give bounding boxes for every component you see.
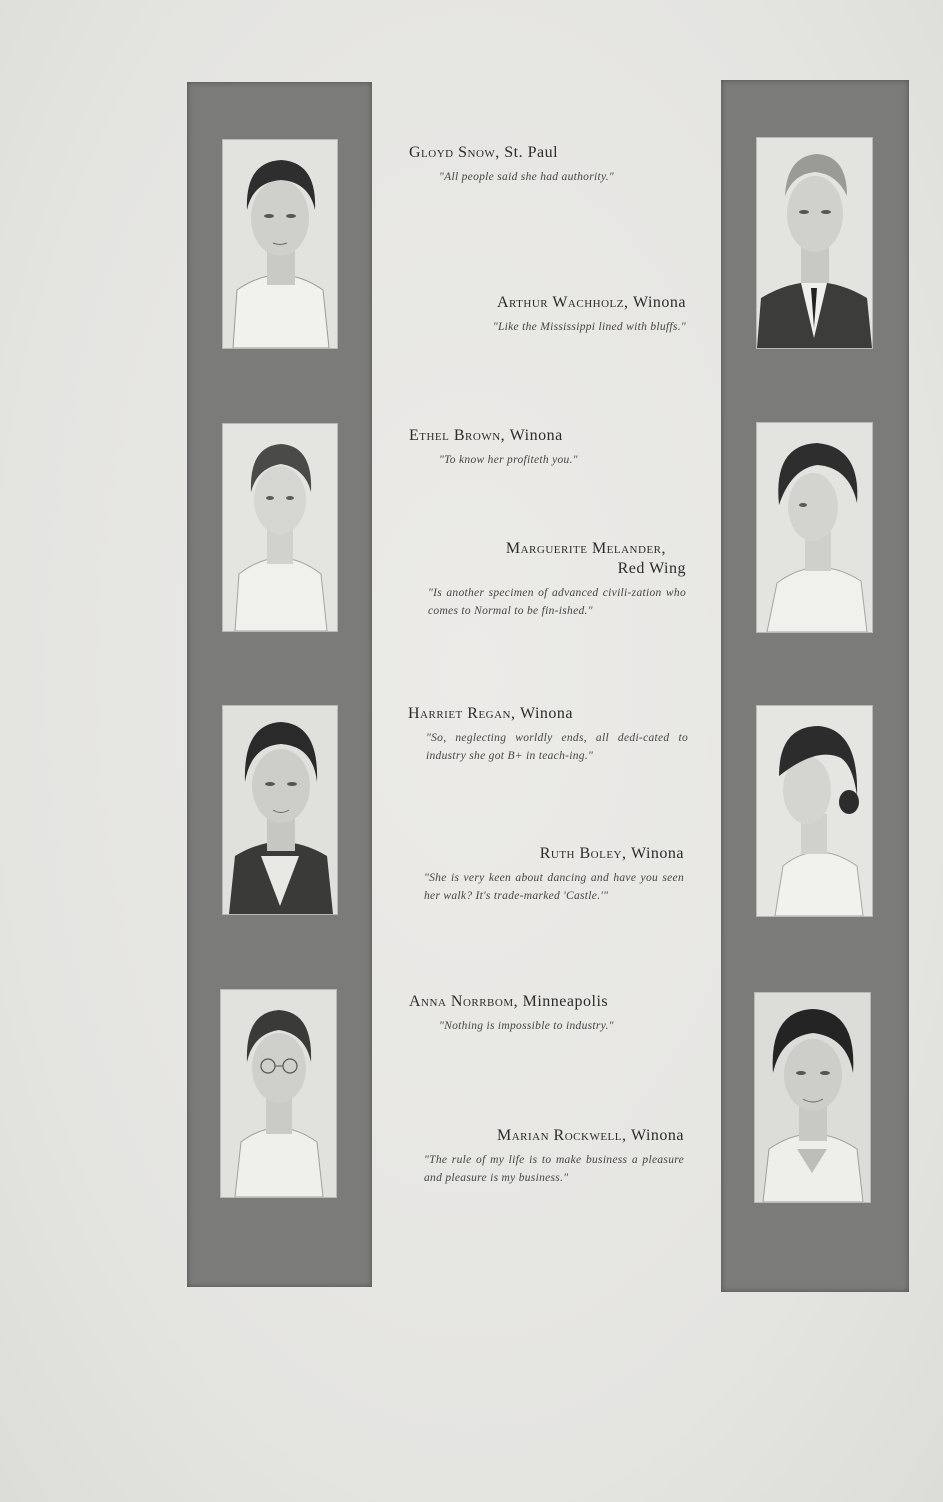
entry-ethel-brown	[409, 427, 699, 469]
entry-anna-norrbom	[409, 993, 699, 1035]
student-name: Gloyd Snow, St. Paul	[409, 144, 559, 161]
student-name: Anna Norrbom, Minneapolis	[409, 993, 609, 1010]
student-quote: "So, neglecting worldly ends, all dedi-cated to industry she got B+ in teach-ing."	[426, 732, 688, 762]
student-quote: "To know her profiteth you."	[439, 454, 578, 466]
entry-marguerite-melander	[428, 540, 686, 620]
student-quote: "Nothing is impossible to industry."	[439, 1020, 614, 1032]
portrait-photo-harriet-regan	[223, 706, 337, 914]
entry-marian-rockwell	[424, 1127, 684, 1187]
portrait-photo-arthur-wachholz	[757, 138, 872, 348]
student-name: Arthur Wachholz, Winona	[496, 294, 686, 311]
student-quote: "All people said she had authority."	[439, 171, 615, 183]
student-name: Marian Rockwell, Winona	[496, 1127, 684, 1144]
student-name: Harriet Regan, Winona	[408, 705, 574, 722]
student-name: Marguerite Melander,	[505, 540, 666, 557]
entry-harriet-regan	[408, 705, 688, 765]
portrait-photo-marguerite-melander	[757, 423, 872, 632]
student-quote: "The rule of my life is to make business a pleasure and pleasure is my business."	[424, 1154, 684, 1184]
student-name: Ethel Brown, Winona	[409, 427, 563, 444]
portrait-photo-anna-norrbom	[221, 990, 336, 1197]
student-name: Ruth Boley, Winona	[539, 845, 684, 862]
portrait-photo-ethel-brown	[223, 424, 337, 631]
student-place: Red Wing	[617, 560, 686, 577]
portrait-photo-marian-rockwell	[755, 993, 870, 1202]
portrait-photo-ruth-boley	[757, 706, 872, 916]
student-quote: "Is another specimen of advanced civili-zation who comes to Normal to be fin-ished."	[428, 587, 686, 617]
student-quote: "She is very keen about dancing and have you seen her walk? It's trade-marked 'Castle.'"	[424, 872, 684, 902]
portrait-photo-gloyd-snow	[223, 140, 337, 348]
entry-arthur-wachholz	[400, 294, 686, 336]
entry-ruth-boley	[424, 845, 684, 905]
student-quote: "Like the Mississippi lined with bluffs."	[492, 321, 686, 333]
entry-gloyd-snow	[409, 144, 699, 186]
